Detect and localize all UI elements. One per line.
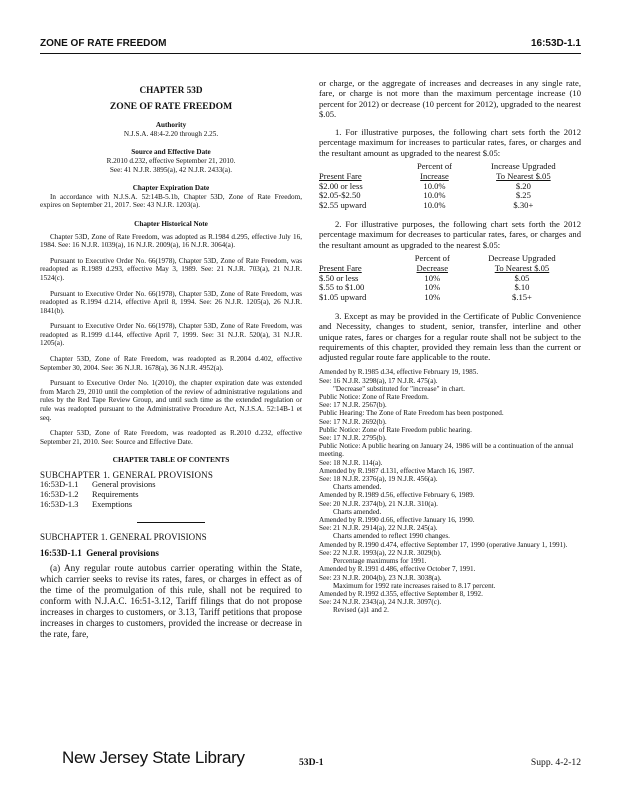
library-footer: New Jersey State Library (62, 748, 245, 767)
history-note: Chapter 53D, Zone of Rate Freedom, was readopted as R.2004 d.402, effective September 30, 2004. See: 36 N.J.R. 1678(a), 36 N.J.R. 4952(a). (40, 355, 302, 372)
amendment-note: Maximum for 1992 rate increases raised to 8.17 percent. (333, 581, 496, 590)
amendment-note: Charts amended. (333, 507, 382, 516)
amendment-note: See: 18 N.J.R. 2376(a), 19 N.J.R. 456(a). (319, 475, 438, 484)
amendment-note: Charts amended to reflect 1990 changes. (333, 532, 450, 541)
left-column (40, 78, 302, 640)
amendment-note: Charts amended. (333, 483, 382, 492)
table-row: $2.00 or less 10.0% $.20 (319, 180, 531, 191)
amendment-note: See: 22 N.J.R. 1993(a), 22 N.J.R. 3029(b). (319, 548, 442, 557)
amendment-note: Public Notice: Zone of Rate Freedom. (319, 393, 429, 402)
expiration-heading: Chapter Expiration Date (132, 184, 210, 193)
running-head-title: ZONE OF RATE FREEDOM (40, 38, 167, 49)
amendment-note: See: 21 N.J.R. 2914(a), 22 N.J.R. 245(a). (319, 524, 438, 533)
right-column (319, 78, 581, 615)
expiration-text: In accordance with N.J.S.A. 52:14B-5.1b, Chapter 53D, Zone of Rate Freedom, expires on September 21, 2017. See: 43 N.J.R. 1203(a). (40, 192, 302, 210)
amendment-note: Amended by R.1985 d.34, effective February 19, 1985. (319, 368, 479, 377)
table-row: $.55 to $1.00 10% $.10 (319, 282, 530, 293)
amendment-note: See: 17 N.J.R. 2567(b). (319, 401, 387, 410)
running-head-section: 16:53D-1.1 (530, 38, 581, 49)
amendment-note: See: 23 N.J.R. 2004(b), 23 N.J.R. 3038(a). (319, 573, 442, 582)
history-heading: Chapter Historical Note (134, 219, 208, 228)
amendment-note: See: 18 N.J.R. 114(a). (319, 458, 383, 467)
table-row: $2.05-$2.50 10.0% $.25 (319, 190, 531, 201)
history-note: Chapter 53D, Zone of Rate Freedom, was readopted as R.2010 d.232, effective September 21, 2010. See: Source and Effective Date. (40, 429, 302, 446)
amendment-note: See: 17 N.J.R. 2692(b). (319, 417, 387, 426)
section-divider (137, 522, 205, 523)
amendment-note: Public Notice: A public hearing on January 24, 1986 will be a continuation of the annual meeting. (319, 442, 574, 459)
amendment-note: Public Hearing: The Zone of Rate Freedom has been postponed. (319, 409, 504, 418)
amendment-notes (319, 368, 581, 614)
chapter-title: ZONE OF RATE FREEDOM (109, 100, 233, 112)
amendment-note: Amended by R.1991 d.486, effective October 7, 1991. (319, 565, 476, 574)
supplement-date: Supp. 4-2-12 (530, 757, 581, 768)
subchapter-heading: SUBCHAPTER 1. GENERAL PROVISIONS (40, 531, 207, 542)
table-row: $2.55 upward 10.0% $.30+ (319, 200, 534, 211)
history-note: Chapter 53D, Zone of Rate Freedom, was adopted as R.1984 d.295, effective July 16, 1984. See: 16 N.J.R. 1039(a), 16 N.J.R. 2009(a), 16 N.J.R. 3064(a). (40, 232, 302, 250)
page-number: 53D-1 (299, 757, 324, 768)
amendment-note: Amended by R.1990 d.474, effective September 17, 1990 (operative January 1, 1991). (319, 540, 568, 549)
toc-subchapter: SUBCHAPTER 1. GENERAL PROVISIONS (40, 470, 214, 480)
table-row: $.50 or less 10% $.05 (319, 272, 530, 283)
item-3: 3. Except as may be provided in the Certificate of Public Convenience and Necessity, changes to student, senior, transfer, interline and other unique rates, fares or charges for a regular route shall not be subject to the requirements of this chapter, provided they remain less than the current or adjusted regular route fare applicable to the route. (319, 310, 581, 363)
amendment-note: Amended by R.1989 d.56, effective February 6, 1989. (319, 491, 475, 500)
amendment-note: Amended by R.1987 d.131, effective March 16, 1987. (319, 466, 475, 475)
increase-table: Percent of Increase Upgraded Present Fare Increase To Nearest $.05 $2.00 or less 10.0% $.20 $2.05-$2.50 10.0% $.25 $2.55 upward 10.0% $.30+ (319, 162, 581, 211)
section-heading: 16:53D-1.1 General provisions (40, 548, 159, 559)
item-2: 2. For illustrative purposes, the following chart sets forth the 2012 percentage maximum for decreases to particular rates, fares, or charges and the resultant amount as upgraded to the nearest $.05: (319, 219, 581, 250)
continued-paragraph: or charge, or the aggregate of increases and decreases in any single rate, fare, or charge is not more than the maximum percentage increase (10 percent for 2012) or decrease (10 percent for 2012), upgraded to the nearest $.05. (319, 78, 581, 119)
amendment-note: Percentage maximums for 1991. (333, 557, 427, 566)
chapter-number: CHAPTER 53D (139, 85, 203, 95)
running-head (40, 38, 581, 52)
table-row: $1.05 upward 10% $.15+ (319, 292, 532, 303)
amendment-note: See: 16 N.J.R. 3298(a), 17 N.J.R. 475(a). (319, 376, 438, 385)
history-note: Pursuant to Executive Order No. 1(2010), the chapter expiration date was extended from March 29, 2010 until the completion of the review of administrative regulations and rules by the Red Tape Review Group, and until such time as the extended regulation or rule was readopted pursuant to the Administrative Procedure Act, N.J.S.A. 52:14B-1 et seq. (40, 379, 302, 422)
amendment-note: See: 24 N.J.R. 2343(a), 24 N.J.R. 3097(c). (319, 598, 442, 607)
amendment-note: See: 17 N.J.R. 2795(b). (319, 434, 387, 443)
toc-entry: 16:53D-1.1 General provisions (40, 479, 156, 489)
header-rule (40, 53, 581, 54)
authority-text: N.J.S.A. 48:4-2.20 through 2.25. (123, 129, 219, 138)
authority-heading: Authority (155, 121, 187, 130)
decrease-table: Percent of Decrease Upgraded Present Fare Decrease To Nearest $.05 $.50 or less 10% $.05 $.55 to $1.00 10% $.10 $1.05 upward 10% $.15+ (319, 254, 581, 303)
amendment-note: Amended by R.1990 d.66, effective January 16, 1990. (319, 516, 475, 525)
toc-entry: 16:53D-1.2 Requirements (40, 489, 139, 499)
item-1: 1. For illustrative purposes, the following chart sets forth the 2012 percentage maximum for increases to particular rates, fares, or charges and the resultant amount as upgraded to the nearest $.05: (319, 127, 581, 158)
toc-entry: 16:53D-1.3 Exemptions (40, 499, 133, 509)
amendment-note: Revised (a)1 and 2. (333, 606, 389, 615)
history-note: Pursuant to Executive Order No. 66(1978), Chapter 53D, Zone of Rate Freedom, was readopted as R.1994 d.214, effective April 8, 1994. See: 26 N.J.R. 1205(a), 26 N.J.R. 1841(b). (40, 289, 302, 315)
source-text-2: See: 41 N.J.R. 3895(a), 42 N.J.R. 2433(a). (109, 165, 233, 174)
history-note: Pursuant to Executive Order No. 66(1978), Chapter 53D, Zone of Rate Freedom, was readopted as R.1989 d.293, effective May 3, 1989. See: 21 N.J.R. 703(a), 21 N.J.R. 1524(c). (40, 256, 302, 282)
amendment-note: "Decrease" substituted for "increase" in chart. (333, 384, 465, 393)
amendment-note: Amended by R.1992 d.355, effective September 8, 1992. (319, 589, 483, 598)
source-text-1: R.2010 d.232, effective September 21, 2010. (106, 156, 236, 165)
toc-heading: CHAPTER TABLE OF CONTENTS (112, 455, 230, 465)
source-heading: Source and Effective Date (131, 148, 211, 157)
amendment-note: See: 20 N.J.R. 2374(b), 21 N.J.R. 310(a). (319, 499, 438, 508)
history-note: Pursuant to Executive Order No. 66(1978), Chapter 53D, Zone of Rate Freedom, was readopted as R.1999 d.144, effective April 7, 1999. See: 31 N.J.R. 520(a), 31 N.J.R. 1205(a). (40, 322, 302, 348)
amendment-note: Public Notice: Zone of Rate Freedom public hearing. (319, 425, 472, 434)
section-body: (a) Any regular route autobus carrier operating within the State, which carrier seeks to revise its rates, fares, or charges in effect as of the time of the promulgation of this rule, shall not be required to conform with N.J.A.C. 16:51-3.12, Tariff filings that do not propose increases in charges to customers, or 3.13, Tariff petitions that propose increases in charges to customers, provided the increase or decrease in the rate, fare, (40, 562, 302, 639)
